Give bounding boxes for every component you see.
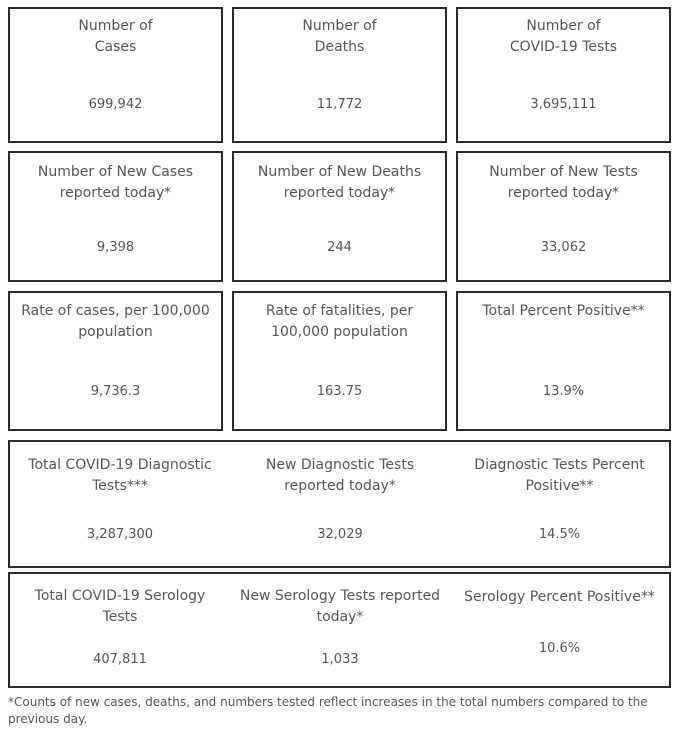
card-value: 9,736.3 [90,384,141,399]
card-value: 699,942 [88,97,143,112]
card-number-of-cases [8,7,223,143]
card-label: Number of COVID-19 Tests [509,18,618,55]
cell-value: 3,287,300 [86,527,154,542]
card-value: 9,398 [96,240,135,255]
card-label: Number of New Tests reported today* [489,164,638,201]
footnote: *Counts of new cases, deaths, and numbers tested reflect increases in the total numbers compared to the previous day. [8,695,648,726]
card-number-of-tests [456,7,671,143]
card-value: 13.9% [542,384,585,399]
card-rate-of-cases [8,291,223,431]
cell-label: Total COVID-19 Serology Tests [34,588,206,625]
cell-new-serology-tests [230,574,450,686]
cell-value: 14.5% [538,527,581,542]
cell-value: 407,811 [93,652,147,667]
panel-diagnostic-tests [8,440,671,568]
card-new-tests [456,151,671,282]
card-value: 3,695,111 [530,97,597,112]
card-number-of-deaths [232,7,447,143]
cell-label: New Diagnostic Tests reported today* [265,457,415,494]
card-new-deaths [232,151,447,282]
card-label: Number of New Cases reported today* [37,164,194,201]
cell-total-diagnostic-tests [10,442,230,566]
card-label: Number of New Deaths reported today* [257,164,422,201]
card-total-percent-positive [456,291,671,431]
card-label: Number of Deaths [302,18,377,55]
cell-serology-percent-positive [450,574,669,686]
cell-label: Diagnostic Tests Percent Positive** [474,457,645,494]
cell-total-serology-tests [10,574,230,686]
card-value: 244 [327,240,352,255]
card-rate-of-fatalities [232,291,447,431]
card-label: Rate of fatalities, per 100,000 population [265,303,414,340]
cell-diagnostic-percent-positive [450,442,669,566]
cell-label: Serology Percent Positive** [464,589,655,605]
card-value: 11,772 [316,97,363,112]
cell-value: 10.6% [538,641,581,656]
panel-serology-tests [8,572,671,688]
card-new-cases [8,151,223,282]
cell-label: Total COVID-19 Diagnostic Tests*** [28,457,212,494]
card-label: Number of Cases [78,18,153,55]
card-label: Rate of cases, per 100,000 population [21,303,210,340]
card-value: 163.75 [316,384,363,399]
cell-label: New Serology Tests reported today* [239,588,441,625]
card-label: Total Percent Positive** [482,303,645,319]
cell-new-diagnostic-tests [230,442,450,566]
cell-value: 32,029 [317,527,363,542]
card-value: 33,062 [540,240,587,255]
cell-value: 1,033 [321,652,359,667]
